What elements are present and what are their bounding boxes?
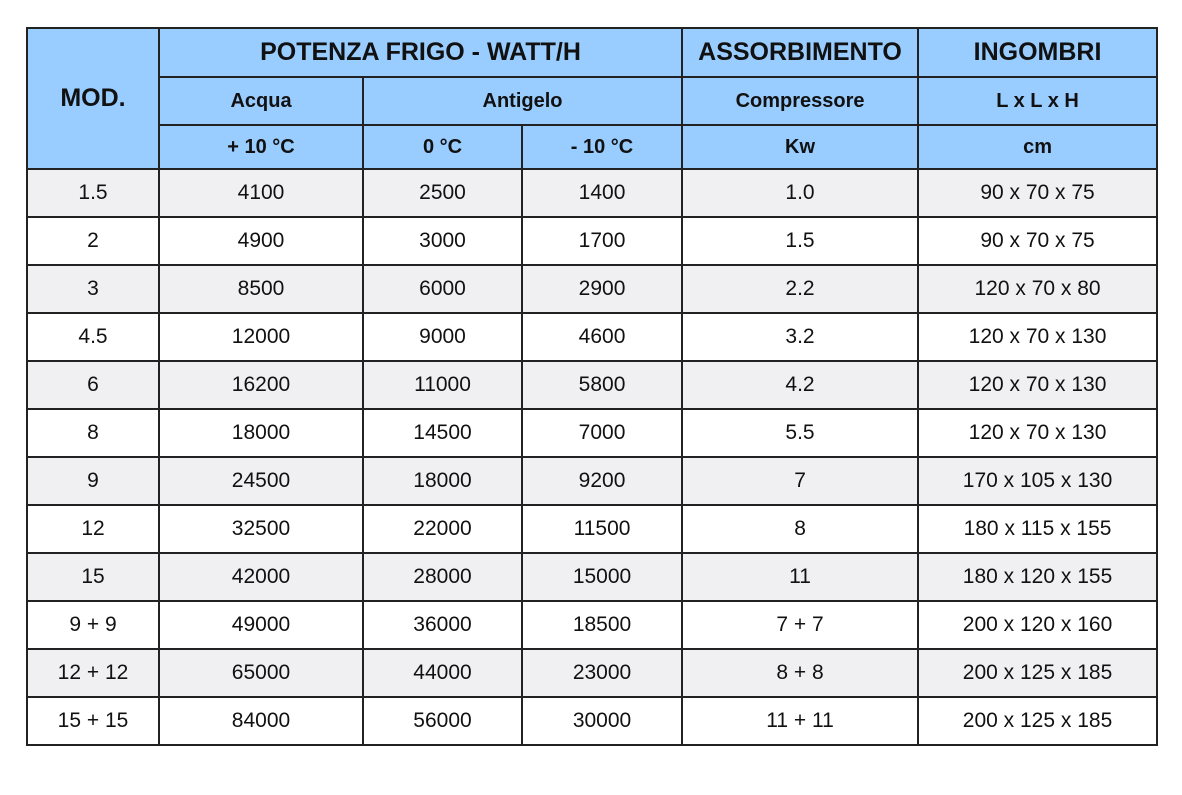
cell-acqua: 18000: [159, 409, 363, 457]
table-row: [27, 553, 1157, 601]
cell-kw: 1.5: [682, 217, 918, 265]
cell-antigelo-0: 56000: [363, 697, 522, 745]
cell-mod: 4.5: [27, 313, 159, 361]
header-temp-antigelo-neg: - 10 °C: [522, 125, 682, 169]
cell-antigelo-neg: 4600: [522, 313, 682, 361]
table-body: [27, 169, 1157, 745]
cell-mod: 12: [27, 505, 159, 553]
cell-antigelo-neg: 1700: [522, 217, 682, 265]
cell-mod: 9: [27, 457, 159, 505]
cell-kw: 11: [682, 553, 918, 601]
cell-dimensions: 120 x 70 x 130: [918, 313, 1157, 361]
table-row: [27, 601, 1157, 649]
cell-antigelo-neg: 23000: [522, 649, 682, 697]
table-row: [27, 505, 1157, 553]
cell-dimensions: 180 x 120 x 155: [918, 553, 1157, 601]
cell-antigelo-neg: 18500: [522, 601, 682, 649]
cell-antigelo-0: 2500: [363, 169, 522, 217]
cell-antigelo-0: 6000: [363, 265, 522, 313]
header-row-1: [27, 28, 1157, 77]
cell-kw: 8: [682, 505, 918, 553]
cell-acqua: 4100: [159, 169, 363, 217]
header-lxlxh: L x L x H: [918, 77, 1157, 125]
table-row: [27, 697, 1157, 745]
cell-acqua: 4900: [159, 217, 363, 265]
cell-kw: 2.2: [682, 265, 918, 313]
cell-antigelo-0: 22000: [363, 505, 522, 553]
header-antigelo: Antigelo: [363, 77, 682, 125]
cell-antigelo-neg: 11500: [522, 505, 682, 553]
cell-dimensions: 120 x 70 x 130: [918, 361, 1157, 409]
cell-dimensions: 120 x 70 x 130: [918, 409, 1157, 457]
cell-antigelo-neg: 1400: [522, 169, 682, 217]
cell-acqua: 16200: [159, 361, 363, 409]
cell-kw: 4.2: [682, 361, 918, 409]
header-compressore: Compressore: [682, 77, 918, 125]
cell-antigelo-0: 14500: [363, 409, 522, 457]
cell-antigelo-0: 9000: [363, 313, 522, 361]
table-row: [27, 217, 1157, 265]
cell-mod: 2: [27, 217, 159, 265]
cell-kw: 7 + 7: [682, 601, 918, 649]
cell-dimensions: 200 x 125 x 185: [918, 697, 1157, 745]
cell-antigelo-0: 18000: [363, 457, 522, 505]
cell-dimensions: 90 x 70 x 75: [918, 169, 1157, 217]
header-row-2: [27, 77, 1157, 125]
table-row: [27, 361, 1157, 409]
cell-acqua: 12000: [159, 313, 363, 361]
table-header: [27, 28, 1157, 169]
cell-mod: 12 + 12: [27, 649, 159, 697]
header-temp-acqua: + 10 °C: [159, 125, 363, 169]
cell-dimensions: 200 x 125 x 185: [918, 649, 1157, 697]
cell-antigelo-neg: 15000: [522, 553, 682, 601]
cell-dimensions: 180 x 115 x 155: [918, 505, 1157, 553]
header-mod: MOD.: [27, 28, 159, 169]
cell-antigelo-0: 36000: [363, 601, 522, 649]
cell-acqua: 24500: [159, 457, 363, 505]
cell-kw: 1.0: [682, 169, 918, 217]
cell-acqua: 65000: [159, 649, 363, 697]
cell-antigelo-0: 44000: [363, 649, 522, 697]
cell-mod: 15 + 15: [27, 697, 159, 745]
header-potenza: POTENZA FRIGO - WATT/H: [159, 28, 682, 77]
cell-acqua: 8500: [159, 265, 363, 313]
cell-mod: 15: [27, 553, 159, 601]
cell-antigelo-neg: 7000: [522, 409, 682, 457]
cell-antigelo-neg: 5800: [522, 361, 682, 409]
cell-kw: 8 + 8: [682, 649, 918, 697]
cell-acqua: 42000: [159, 553, 363, 601]
cell-kw: 5.5: [682, 409, 918, 457]
cell-antigelo-0: 3000: [363, 217, 522, 265]
cell-antigelo-neg: 30000: [522, 697, 682, 745]
table-row: [27, 649, 1157, 697]
cell-acqua: 32500: [159, 505, 363, 553]
cell-mod: 9 + 9: [27, 601, 159, 649]
header-row-3: [27, 125, 1157, 169]
header-ingombri: INGOMBRI: [918, 28, 1157, 77]
cell-dimensions: 120 x 70 x 80: [918, 265, 1157, 313]
header-assorbimento: ASSORBIMENTO: [682, 28, 918, 77]
cell-dimensions: 90 x 70 x 75: [918, 217, 1157, 265]
header-unit-cm: cm: [918, 125, 1157, 169]
cell-acqua: 49000: [159, 601, 363, 649]
spec-table: [26, 27, 1158, 746]
cell-kw: 7: [682, 457, 918, 505]
cell-antigelo-0: 11000: [363, 361, 522, 409]
cell-antigelo-neg: 2900: [522, 265, 682, 313]
table-row: [27, 265, 1157, 313]
header-acqua: Acqua: [159, 77, 363, 125]
cell-mod: 8: [27, 409, 159, 457]
header-temp-antigelo-0: 0 °C: [363, 125, 522, 169]
table-row: [27, 409, 1157, 457]
cell-kw: 11 + 11: [682, 697, 918, 745]
cell-antigelo-neg: 9200: [522, 457, 682, 505]
cell-mod: 3: [27, 265, 159, 313]
cell-dimensions: 170 x 105 x 130: [918, 457, 1157, 505]
cell-acqua: 84000: [159, 697, 363, 745]
cell-kw: 3.2: [682, 313, 918, 361]
cell-mod: 6: [27, 361, 159, 409]
cell-dimensions: 200 x 120 x 160: [918, 601, 1157, 649]
table-row: [27, 457, 1157, 505]
cell-mod: 1.5: [27, 169, 159, 217]
cell-antigelo-0: 28000: [363, 553, 522, 601]
table-row: [27, 313, 1157, 361]
header-unit-kw: Kw: [682, 125, 918, 169]
table-row: [27, 169, 1157, 217]
